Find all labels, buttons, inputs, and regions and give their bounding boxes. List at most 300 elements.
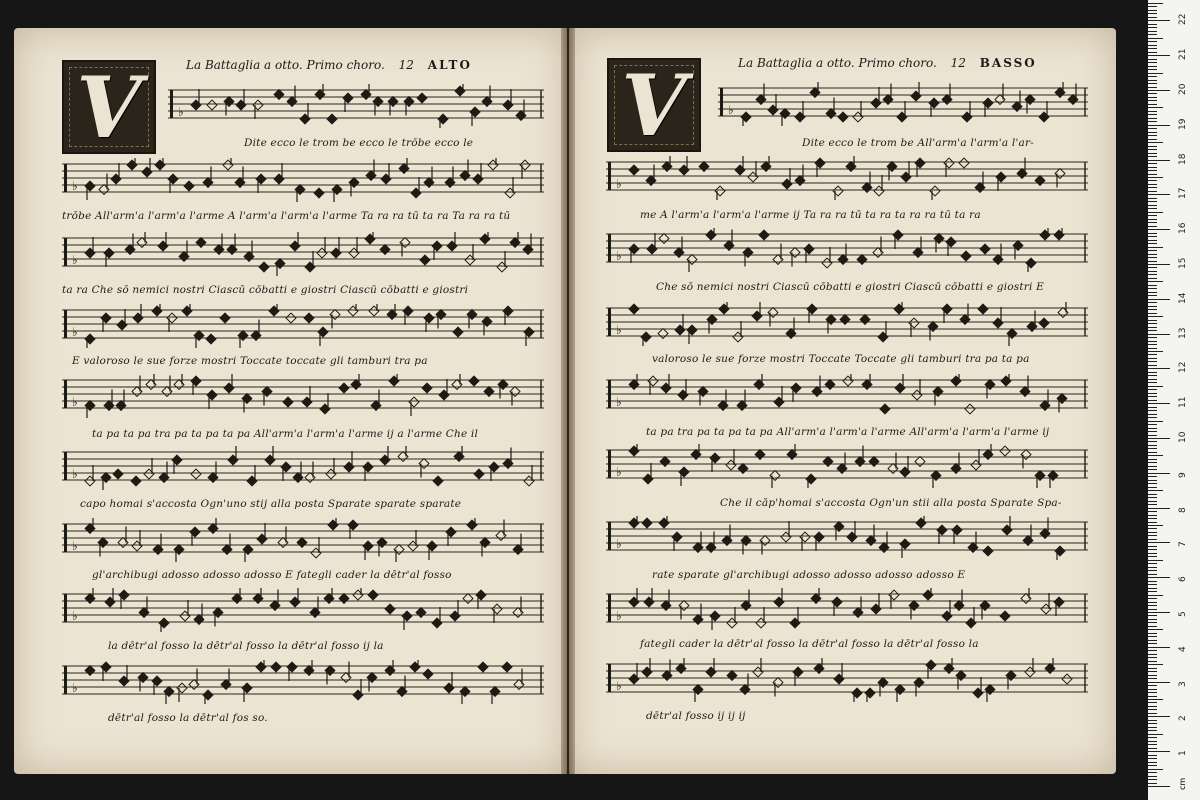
ruler-tick [1148, 389, 1157, 390]
ruler-tick [1148, 497, 1157, 498]
ruler-tick [1148, 229, 1170, 230]
ruler-tick [1148, 452, 1157, 453]
ruler-label: 14 [1178, 292, 1188, 304]
ruler-tick [1148, 361, 1157, 362]
staff-notation [606, 516, 1088, 560]
ruler-tick [1148, 671, 1157, 672]
left-page-header [186, 58, 472, 72]
ruler-tick [1148, 267, 1157, 268]
ruler-tick [1148, 274, 1157, 275]
ruler-tick [1148, 379, 1157, 380]
ruler-tick [1148, 247, 1163, 248]
ruler-tick [1148, 727, 1157, 728]
ruler-tick [1148, 62, 1157, 63]
ruler-tick [1148, 334, 1170, 335]
ruler-tick [1148, 546, 1157, 547]
ruler-tick [1148, 174, 1157, 175]
ruler-tick [1148, 306, 1157, 307]
ruler-label: 20 [1178, 83, 1188, 95]
ruler-tick [1148, 549, 1157, 550]
ruler-tick [1148, 574, 1157, 575]
ruler-tick [1148, 487, 1157, 488]
svg-text:♭: ♭ [616, 537, 622, 551]
left-staff-4 [62, 304, 544, 348]
ruler-tick [1148, 107, 1163, 108]
ruler-tick [1148, 581, 1157, 582]
ruler-tick [1148, 76, 1157, 77]
svg-text:♭: ♭ [616, 609, 622, 623]
ruler-tick [1148, 542, 1170, 543]
ruler-tick [1148, 407, 1157, 408]
ruler-tick [1148, 494, 1157, 495]
right-page-number: 12 [950, 56, 966, 70]
ruler-tick [1148, 111, 1157, 112]
left-staff-8 [62, 588, 544, 632]
ruler-tick [1148, 146, 1157, 147]
staff-notation [62, 588, 544, 632]
ruler-tick [1148, 682, 1170, 683]
ruler-label: 3 [1178, 680, 1188, 687]
left-voice-label: ALTO [427, 58, 472, 72]
right-page-header [738, 56, 1037, 70]
ruler-tick [1148, 661, 1157, 662]
ruler-tick [1148, 588, 1157, 589]
ruler-tick [1148, 709, 1157, 710]
ruler-tick [1148, 741, 1157, 742]
ruler-tick [1148, 66, 1157, 67]
ruler-tick [1148, 619, 1157, 620]
svg-text:♭: ♭ [728, 103, 734, 117]
right-lyric-line-4: valoroso le sue forze mostri Toccate Toccate gli tamburi tra pa ta pa [652, 353, 1030, 365]
ruler-tick [1148, 435, 1157, 436]
ruler-tick [1148, 609, 1157, 610]
ruler-tick [1148, 532, 1157, 533]
ruler-tick [1148, 125, 1170, 126]
ruler-tick [1148, 323, 1157, 324]
right-header-title: La Battaglia a otto. Primo choro. [738, 56, 937, 70]
ruler-label: 15 [1178, 257, 1188, 269]
left-staff-6 [62, 446, 544, 490]
right-staff-9 [606, 658, 1088, 702]
ruler-tick [1148, 640, 1157, 641]
ruler-tick [1148, 612, 1170, 613]
ruler-tick [1148, 396, 1157, 397]
ruler-tick [1148, 762, 1157, 763]
ruler-tick [1148, 720, 1157, 721]
ruler-tick [1148, 535, 1157, 536]
ruler-tick [1148, 424, 1157, 425]
ruler-tick [1148, 118, 1157, 119]
ruler-label: 13 [1178, 327, 1188, 339]
ruler-tick [1148, 730, 1157, 731]
svg-text:♭: ♭ [616, 679, 622, 693]
right-lyric-line-7: rate sparate gl'archibugi adosso adosso adosso adosso E [652, 569, 966, 581]
ruler-tick [1148, 233, 1157, 234]
ruler-tick [1148, 643, 1157, 644]
left-decorated-initial: V [62, 60, 156, 154]
svg-text:♭: ♭ [616, 465, 622, 479]
ruler-tick [1148, 271, 1157, 272]
ruler-tick [1148, 511, 1157, 512]
ruler-tick [1148, 83, 1157, 84]
ruler-tick [1148, 515, 1157, 516]
ruler-tick [1148, 758, 1157, 759]
ruler-tick [1148, 563, 1157, 564]
svg-text:♭: ♭ [616, 395, 622, 409]
ruler-tick [1148, 748, 1157, 749]
ruler-tick [1148, 751, 1170, 752]
ruler-tick [1148, 480, 1157, 481]
ruler-tick [1148, 629, 1163, 630]
ruler-tick [1148, 330, 1157, 331]
ruler-tick [1148, 633, 1157, 634]
ruler-tick [1148, 139, 1157, 140]
ruler-tick [1148, 647, 1170, 648]
ruler-tick [1148, 692, 1157, 693]
ruler-tick [1148, 337, 1157, 338]
ruler-tick [1148, 316, 1163, 317]
svg-text:♭: ♭ [72, 609, 78, 623]
left-lyric-line-2: trōbe All'arm'a l'arm'a l'arme A l'arm'a l'arm'a l'arme Ta ra ra tū ta ra Ta ra ra tū [62, 210, 511, 222]
svg-text:♭: ♭ [616, 323, 622, 337]
svg-text:♭: ♭ [616, 177, 622, 191]
ruler-tick [1148, 180, 1157, 181]
ruler-tick [1148, 257, 1157, 258]
ruler-tick [1148, 191, 1157, 192]
ruler-tick [1148, 114, 1157, 115]
ruler-tick [1148, 473, 1170, 474]
ruler-label: 7 [1178, 541, 1188, 548]
left-lyric-line-4: E valoroso le sue forze mostri Toccate toccate gli tamburi tra pa [72, 355, 428, 367]
ruler-tick [1148, 80, 1157, 81]
ruler-tick [1148, 69, 1157, 70]
staff-notation [606, 588, 1088, 632]
ruler-tick [1148, 595, 1163, 596]
ruler-label: 10 [1178, 431, 1188, 443]
ruler-tick [1148, 285, 1157, 286]
ruler-tick [1148, 45, 1157, 46]
ruler-tick [1148, 508, 1170, 509]
ruler-tick [1148, 149, 1157, 150]
ruler-tick [1148, 675, 1157, 676]
ruler-tick [1148, 382, 1157, 383]
ruler-tick [1148, 702, 1157, 703]
ruler-tick [1148, 584, 1157, 585]
ruler-tick [1148, 351, 1163, 352]
ruler-tick [1148, 501, 1157, 502]
right-lyric-line-1: Dite ecco le trom be All'arm'a l'arm'a l'ar- [802, 137, 1034, 149]
left-lyric-line-1: Dite ecco le trom be ecco le trōbe ecco le [244, 137, 474, 149]
ruler-tick [1148, 598, 1157, 599]
ruler-tick [1148, 421, 1163, 422]
ruler-tick [1148, 462, 1157, 463]
left-staff-7 [62, 518, 544, 562]
ruler-label: 19 [1178, 118, 1188, 130]
ruler-tick [1148, 13, 1157, 14]
ruler-tick [1148, 31, 1157, 32]
right-lyric-line-8: fategli cader la dētr'al fosso la dētr'al fosso la dētr'al fosso la [640, 638, 979, 650]
ruler-tick [1148, 226, 1157, 227]
ruler-tick [1148, 570, 1157, 571]
ruler-tick [1148, 706, 1157, 707]
ruler-tick [1148, 410, 1157, 411]
ruler-label: 16 [1178, 222, 1188, 235]
ruler-tick [1148, 490, 1163, 491]
ruler-tick [1148, 689, 1157, 690]
ruler-label: 11 [1178, 396, 1188, 409]
ruler-tick [1148, 93, 1157, 94]
ruler-tick [1148, 240, 1157, 241]
ruler-tick [1148, 309, 1157, 310]
staff-notation [62, 232, 544, 276]
ruler-tick [1148, 20, 1170, 21]
left-lyric-line-8: la dētr'al fosso la dētr'al fosso la dētr'al fosso ij la [108, 640, 384, 652]
ruler-tick [1148, 556, 1157, 557]
staff-notation [606, 444, 1088, 488]
ruler-tick [1148, 87, 1157, 88]
svg-text:♭: ♭ [72, 539, 78, 553]
ruler-tick [1148, 525, 1163, 526]
ruler-tick [1148, 121, 1157, 122]
ruler-label: 21 [1178, 48, 1188, 61]
ruler-tick [1148, 504, 1157, 505]
ruler-tick [1148, 755, 1157, 756]
ruler-tick [1148, 128, 1157, 129]
right-voice-label: BASSO [979, 56, 1037, 70]
ruler-tick [1148, 365, 1157, 366]
ruler-tick [1148, 3, 1163, 4]
ruler-tick [1148, 483, 1157, 484]
ruler-tick [1148, 668, 1157, 669]
ruler-tick [1148, 448, 1157, 449]
right-lyric-line-5: ta pa tra pa ta pa ta pa All'arm'a l'arm'a l'arme All'arm'a l'arm'a l'arme ij [646, 426, 1050, 438]
ruler-tick [1148, 455, 1163, 456]
right-staff-2 [606, 156, 1088, 200]
right-staff-5 [606, 374, 1088, 418]
ruler-tick [1148, 205, 1157, 206]
left-staff-1 [168, 84, 544, 128]
ruler-tick [1148, 100, 1157, 101]
ruler-tick [1148, 428, 1157, 429]
ruler-tick [1148, 438, 1170, 439]
ruler-tick [1148, 386, 1163, 387]
ruler-tick [1148, 560, 1163, 561]
left-staff-3 [62, 232, 544, 276]
staff-notation [718, 82, 1088, 126]
right-staff-3 [606, 228, 1088, 272]
right-staff-1 [718, 82, 1088, 126]
right-lyric-line-2: me A l'arm'a l'arm'a l'arme ij Ta ra ra tū ta ra ta ra ra tū ta ra [640, 209, 981, 221]
ruler-tick [1148, 744, 1157, 745]
ruler-tick [1148, 215, 1157, 216]
ruler-tick [1148, 55, 1170, 56]
ruler-tick [1148, 469, 1157, 470]
ruler-tick [1148, 278, 1157, 279]
ruler-tick [1148, 177, 1163, 178]
ruler-tick [1148, 219, 1157, 220]
ruler-tick [1148, 208, 1157, 209]
right-decorated-initial: V [607, 58, 701, 152]
ruler-tick [1148, 577, 1170, 578]
ruler-tick [1148, 393, 1157, 394]
ruler-tick [1148, 170, 1157, 171]
ruler-tick [1148, 375, 1157, 376]
ruler-label: 22 [1178, 13, 1188, 26]
ruler-tick [1148, 779, 1157, 780]
ruler-tick [1148, 605, 1157, 606]
ruler-tick [1148, 622, 1157, 623]
ruler-tick [1148, 302, 1157, 303]
ruler-label: 4 [1178, 646, 1188, 652]
ruler-tick [1148, 769, 1163, 770]
staff-notation [606, 374, 1088, 418]
staff-notation [62, 446, 544, 490]
ruler-tick [1148, 459, 1157, 460]
ruler-tick [1148, 783, 1157, 784]
ruler-tick [1148, 281, 1163, 282]
ruler-tick [1148, 723, 1157, 724]
right-staff-4 [606, 302, 1088, 346]
ruler-label: 2 [1178, 715, 1188, 722]
ruler-tick [1148, 344, 1157, 345]
ruler-tick [1148, 626, 1157, 627]
ruler-tick [1148, 198, 1157, 199]
ruler-tick [1148, 10, 1157, 11]
ruler-tick [1148, 320, 1157, 321]
ruler-label: 8 [1178, 506, 1188, 513]
ruler-tick [1148, 194, 1170, 195]
staff-notation [62, 304, 544, 348]
left-lyric-line-9: dētr'al fosso la dētr'al fos so. [108, 712, 268, 724]
ruler-tick [1148, 368, 1170, 369]
left-lyric-line-6: capo homai s'accosta Ogn'uno stij alla posta Sparate sparate sparate [80, 498, 462, 510]
ruler-tick [1148, 716, 1170, 717]
staff-notation [62, 374, 544, 418]
staff-notation [62, 158, 544, 202]
ruler-tick [1148, 400, 1157, 401]
ruler-tick [1148, 539, 1157, 540]
ruler-tick [1148, 97, 1157, 98]
staff-notation [168, 84, 544, 128]
ruler-tick [1148, 295, 1157, 296]
ruler-label: 5 [1178, 611, 1188, 617]
ruler-tick [1148, 354, 1157, 355]
ruler-label: 18 [1178, 153, 1188, 165]
left-lyric-line-7: gl'archibugi adosso adosso adosso E fategli cader la dētr'al fosso [92, 569, 452, 581]
ruler-label: 9 [1178, 472, 1188, 478]
ruler-tick [1148, 445, 1157, 446]
ruler-tick [1148, 348, 1157, 349]
svg-text:♭: ♭ [72, 179, 78, 193]
ruler-tick [1148, 24, 1157, 25]
ruler-tick [1148, 27, 1157, 28]
ruler-tick [1148, 52, 1157, 53]
svg-text:♭: ♭ [72, 325, 78, 339]
ruler-label: 6 [1178, 576, 1188, 583]
ruler-tick [1148, 476, 1157, 477]
ruler-tick [1148, 313, 1157, 314]
ruler-tick [1148, 153, 1157, 154]
ruler-tick [1148, 528, 1157, 529]
ruler-tick [1148, 417, 1157, 418]
left-lyric-line-3: ta ra Che sō nemici nostri Ciascū cōbatti e giostri Ciascū cōbatti e giostri [62, 284, 469, 296]
ruler-tick [1148, 567, 1157, 568]
ruler-tick [1148, 553, 1157, 554]
ruler-tick [1148, 776, 1157, 777]
ruler-tick [1148, 254, 1157, 255]
ruler-tick [1148, 358, 1157, 359]
ruler-tick [1148, 636, 1157, 637]
ruler-tick [1148, 135, 1157, 136]
ruler-tick [1148, 696, 1157, 697]
ruler-tick [1148, 132, 1157, 133]
ruler-tick [1148, 734, 1163, 735]
ruler-tick [1148, 737, 1157, 738]
measuring-ruler [1148, 0, 1200, 800]
left-header-title: La Battaglia a otto. Primo choro. [186, 58, 385, 72]
ruler-tick [1148, 414, 1157, 415]
ruler-tick [1148, 327, 1157, 328]
left-lyric-line-5: ta pa ta pa tra pa ta pa ta pa All'arm'a l'arm'a l'arme ij a l'arme Che il [92, 428, 479, 440]
ruler-tick [1148, 650, 1157, 651]
ruler-tick [1148, 59, 1157, 60]
svg-text:♭: ♭ [72, 681, 78, 695]
ruler-tick [1148, 250, 1157, 251]
ruler-tick [1148, 236, 1157, 237]
ruler-tick [1148, 518, 1157, 519]
staff-notation [62, 518, 544, 562]
ruler-tick [1148, 163, 1157, 164]
svg-text:♭: ♭ [72, 467, 78, 481]
ruler-tick [1148, 212, 1163, 213]
ruler-tick [1148, 602, 1157, 603]
ruler-tick [1148, 90, 1170, 91]
ruler-tick [1148, 41, 1157, 42]
left-page-number: 12 [398, 58, 414, 72]
ruler-tick [1148, 261, 1157, 262]
left-staff-5 [62, 374, 544, 418]
left-staff-9 [62, 660, 544, 704]
ruler-tick [1148, 403, 1170, 404]
ruler-tick [1148, 699, 1163, 700]
ruler-tick [1148, 522, 1157, 523]
ruler-tick [1148, 341, 1157, 342]
ruler-tick [1148, 48, 1157, 49]
ruler-tick [1148, 222, 1157, 223]
ruler-tick [1148, 765, 1157, 766]
ruler-tick [1148, 713, 1157, 714]
right-lyric-line-6: Che il cāp'homai s'accosta Ogn'un stii alla posta Sparate Spa- [720, 497, 1062, 509]
svg-text:♭: ♭ [72, 395, 78, 409]
ruler-tick [1148, 73, 1163, 74]
right-staff-7 [606, 516, 1088, 560]
staff-notation [606, 302, 1088, 346]
ruler-tick [1148, 678, 1157, 679]
ruler-tick [1148, 243, 1157, 244]
right-lyric-line-9: dētr'al fosso ij ij ij [646, 710, 746, 722]
staff-notation [62, 660, 544, 704]
svg-text:♭: ♭ [616, 249, 622, 263]
ruler-label: 1 [1178, 750, 1188, 757]
ruler-tick [1148, 167, 1157, 168]
ruler-tick [1148, 142, 1163, 143]
ruler-tick [1148, 441, 1157, 442]
left-staff-2 [62, 158, 544, 202]
ruler-tick [1148, 156, 1157, 157]
svg-text:♭: ♭ [72, 253, 78, 267]
staff-notation [606, 658, 1088, 702]
ruler-tick [1148, 654, 1157, 655]
